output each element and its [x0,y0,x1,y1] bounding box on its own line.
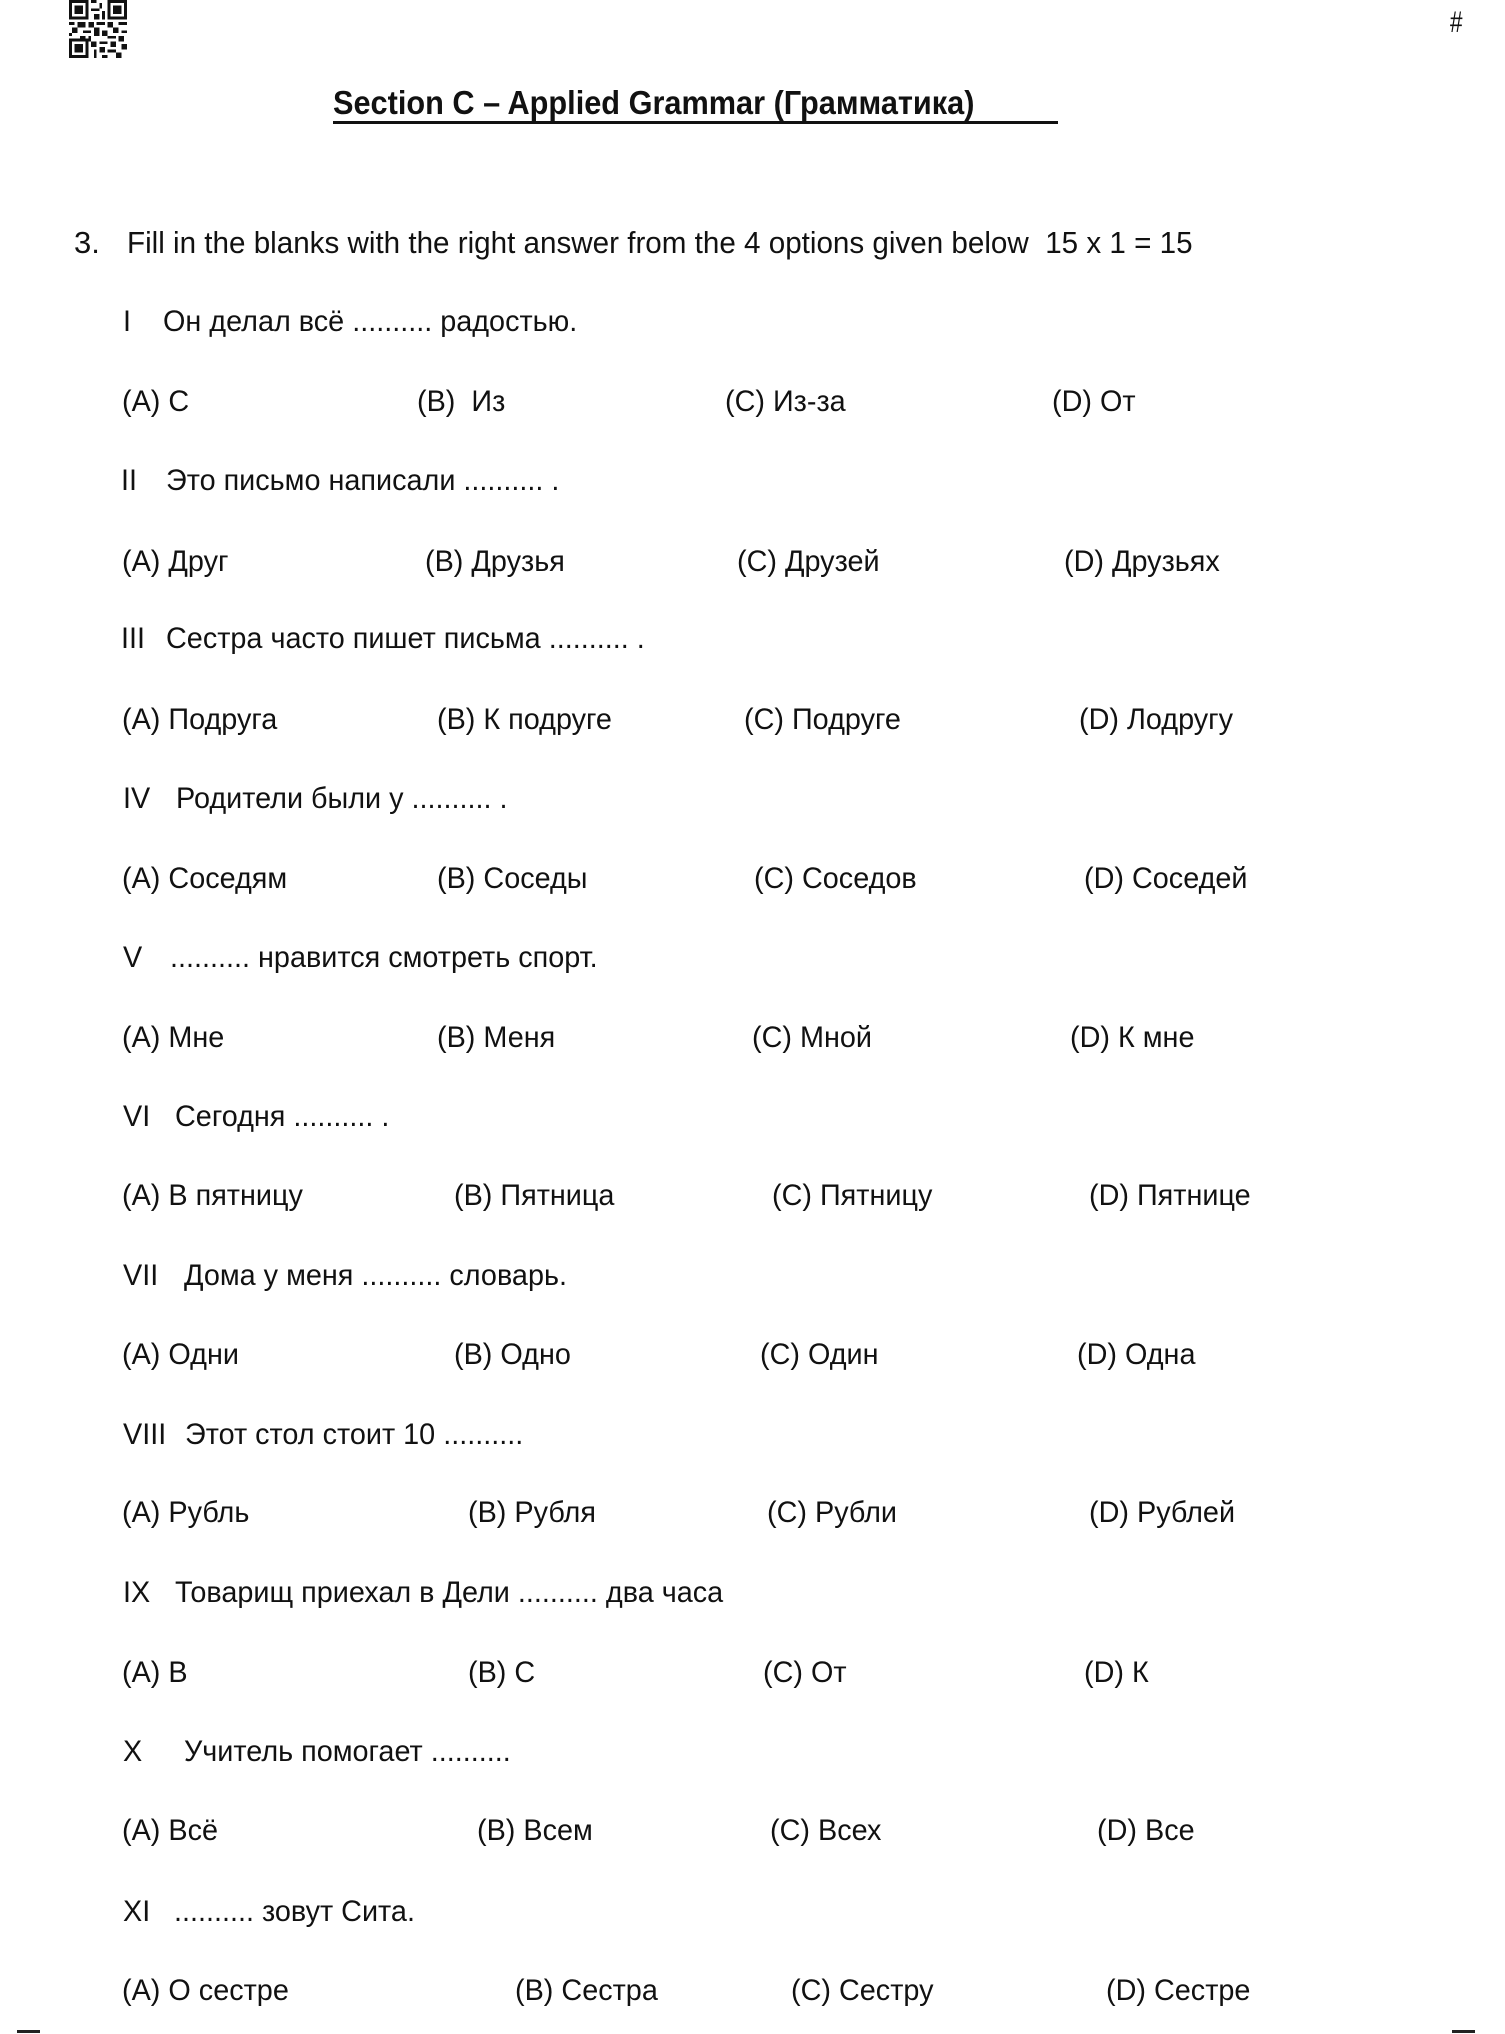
option-b[interactable]: (B) Всем [477,1814,593,1847]
option-a[interactable]: (A) Всё [122,1814,219,1847]
option-d[interactable]: (D) К [1084,1656,1149,1689]
registration-mark-right [1452,2030,1475,2033]
item-stem: Учитель помогает .......... [184,1735,511,1768]
option-c[interactable]: (C) Один [760,1338,879,1371]
item-numeral: XI [123,1895,151,1928]
option-a[interactable]: (A) О сестре [122,1974,289,2007]
option-a[interactable]: (A) Друг [122,545,229,578]
option-b[interactable]: (B) Из [417,385,506,418]
question-instruction: Fill in the blanks with the right answer from the 4 options given below 15 x 1 = 15 [127,225,1193,260]
item-numeral: III [121,622,146,655]
option-c[interactable]: (C) Соседов [754,862,917,895]
option-b[interactable]: (B) К подруге [437,703,612,736]
item-numeral: IX [123,1576,151,1609]
option-d[interactable]: (D) Рублей [1089,1496,1236,1529]
option-c[interactable]: (C) Всех [770,1814,882,1847]
option-a[interactable]: (A) Подруга [122,703,278,736]
option-b[interactable]: (B) Пятница [454,1179,615,1212]
item-numeral: X [123,1735,143,1768]
option-b[interactable]: (B) Одно [454,1338,571,1371]
question-number: 3. [74,225,100,260]
option-b[interactable]: (B) С [468,1656,536,1689]
option-a[interactable]: (A) В [122,1656,188,1689]
option-a[interactable]: (A) Соседям [122,862,288,895]
option-d[interactable]: (D) Соседей [1084,862,1248,895]
option-c[interactable]: (C) Из-за [725,385,846,418]
option-a[interactable]: (A) Одни [122,1338,239,1371]
item-stem: Родители были у .......... . [176,782,508,815]
option-b[interactable]: (B) Друзья [425,545,565,578]
option-a[interactable]: (A) С [122,385,190,418]
option-d[interactable]: (D) От [1052,385,1136,418]
item-numeral: V [123,941,143,974]
item-stem: Товарищ приехал в Дели .......... два часа [175,1576,724,1609]
item-stem: Дома у меня .......... словарь. [184,1259,567,1292]
option-c[interactable]: (C) Подруге [744,703,901,736]
item-stem: .......... нравится смотреть спорт. [170,941,598,974]
item-stem: Сегодня .......... . [175,1100,390,1133]
item-numeral: VI [123,1100,151,1133]
title-underline [333,121,1058,124]
option-d[interactable]: (D) Все [1097,1814,1195,1847]
option-c[interactable]: (C) От [763,1656,847,1689]
section-title: Section C – Applied Grammar (Грамматика) [333,84,975,121]
registration-mark-left [17,2030,40,2033]
option-d[interactable]: (D) Лодругу [1079,703,1234,736]
item-numeral: IV [123,782,151,815]
option-a[interactable]: (A) Мне [122,1021,225,1054]
option-c[interactable]: (C) Рубли [767,1496,898,1529]
option-c[interactable]: (C) Пятницу [772,1179,933,1212]
option-b[interactable]: (B) Сестра [515,1974,658,2007]
option-b[interactable]: (B) Соседы [437,862,588,895]
item-stem: Этот стол стоит 10 .......... [185,1418,524,1451]
item-stem: Он делал всё .......... радостью. [163,305,578,338]
option-c[interactable]: (C) Сестру [791,1974,934,2007]
item-stem: .......... зовут Сита. [174,1895,415,1928]
item-stem: Это письмо написали .......... . [166,464,560,497]
corner-hash-mark: # [1450,6,1463,39]
option-a[interactable]: (A) Рубль [122,1496,250,1529]
option-d[interactable]: (D) К мне [1070,1021,1195,1054]
option-c[interactable]: (C) Мной [752,1021,872,1054]
item-numeral: VIII [123,1418,167,1451]
option-a[interactable]: (A) В пятницу [122,1179,303,1212]
option-d[interactable]: (D) Друзьях [1064,545,1220,578]
option-d[interactable]: (D) Сестре [1106,1974,1251,2007]
option-b[interactable]: (B) Рубля [468,1496,596,1529]
item-numeral: II [121,464,138,497]
item-stem: Сестра часто пишет письма .......... . [166,622,645,655]
option-d[interactable]: (D) Одна [1077,1338,1196,1371]
option-c[interactable]: (C) Друзей [737,545,880,578]
qr-code-icon [68,0,128,58]
option-d[interactable]: (D) Пятнице [1089,1179,1251,1212]
item-numeral: I [123,305,132,338]
option-b[interactable]: (B) Меня [437,1021,556,1054]
item-numeral: VII [123,1259,159,1292]
